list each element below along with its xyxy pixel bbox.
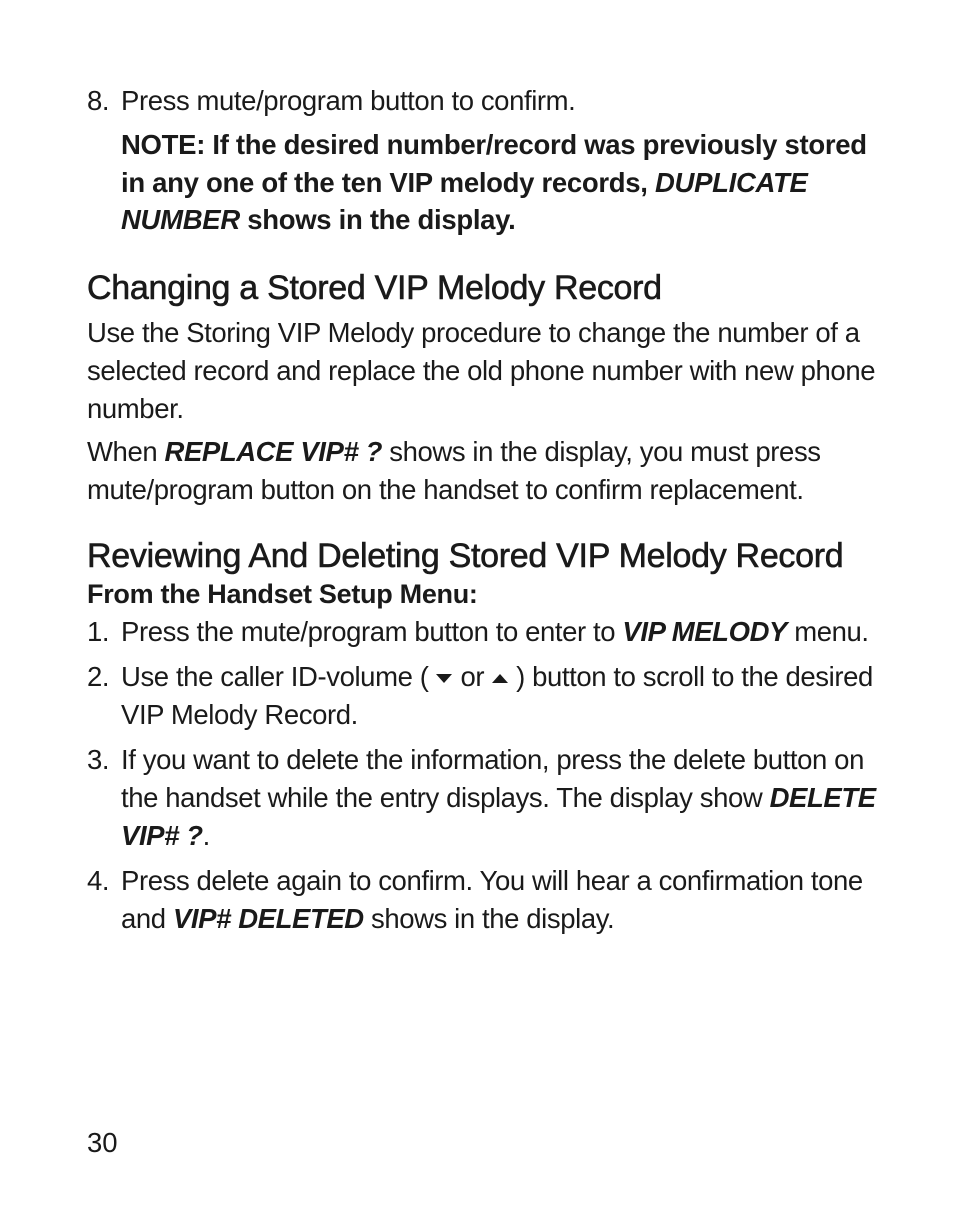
page-number: 30 <box>87 1127 118 1158</box>
note-text: NOTE: If the desired number/record was previously stored in any one of the ten VIP melody records, <box>121 129 867 198</box>
arrow-up-icon <box>492 674 508 683</box>
note <box>121 126 877 239</box>
step-number: 8. <box>87 85 110 116</box>
display-message-vip-melody: VIP MELODY <box>622 615 787 647</box>
step-number: 3. <box>87 743 110 775</box>
paragraph-replace <box>87 433 877 509</box>
step-number: 4. <box>87 864 110 896</box>
step-text-end: ) button to scroll to the desired VIP Melody Record. <box>121 660 873 730</box>
step-text-end: . <box>202 819 210 851</box>
step-4 <box>87 862 877 938</box>
manual-page <box>87 82 877 938</box>
display-message-replace: REPLACE VIP# ? <box>164 435 382 467</box>
step-text <box>121 658 877 734</box>
step-number: 1. <box>87 615 110 647</box>
step-text-start: If you want to delete the information, press the delete button on the handset while the entry displays. The display show <box>121 743 864 813</box>
display-message-deleted: VIP# DELETED <box>172 902 364 934</box>
note-text-end: shows in the display. <box>239 204 516 235</box>
step-text-end: shows in the display. <box>363 902 615 934</box>
paragraph-text: When <box>87 435 165 467</box>
paragraph-storing-procedure: Use the Storing VIP Melody procedure to change the number of a selected record and replace the old phone number with new phone number. <box>87 316 876 424</box>
note-display-message: DUPLICATE NUMBER <box>121 166 808 235</box>
arrow-down-icon <box>436 674 452 683</box>
subheading-handset-menu: From the Handset Setup Menu: <box>87 578 478 609</box>
step-text <box>121 613 877 651</box>
step-text-or: or <box>460 660 485 692</box>
step-text-end: menu. <box>786 615 869 647</box>
section-heading-changing: Changing a Stored VIP Melody Record <box>87 268 662 307</box>
display-message-delete: DELETE VIP# ? <box>121 781 876 851</box>
step-text <box>121 741 877 855</box>
step-number: 2. <box>87 660 110 692</box>
step-text: Press mute/program button to confirm. <box>121 85 576 116</box>
step-text <box>121 862 877 938</box>
step-3 <box>87 741 877 855</box>
step-text-start: Press the mute/program button to enter to <box>121 615 623 647</box>
step-text-start: Press delete again to confirm. You will hear a confirmation tone and <box>121 864 863 934</box>
step-1 <box>87 613 877 651</box>
step-8 <box>87 82 877 120</box>
step-2 <box>87 658 877 734</box>
paragraph-text-end: shows in the display, you must press mute/program button on the handset to confirm replacement. <box>87 435 821 505</box>
step-text-start: Use the caller ID-volume ( <box>121 660 429 692</box>
section-heading-reviewing: Reviewing And Deleting Stored VIP Melody Record <box>87 536 844 575</box>
